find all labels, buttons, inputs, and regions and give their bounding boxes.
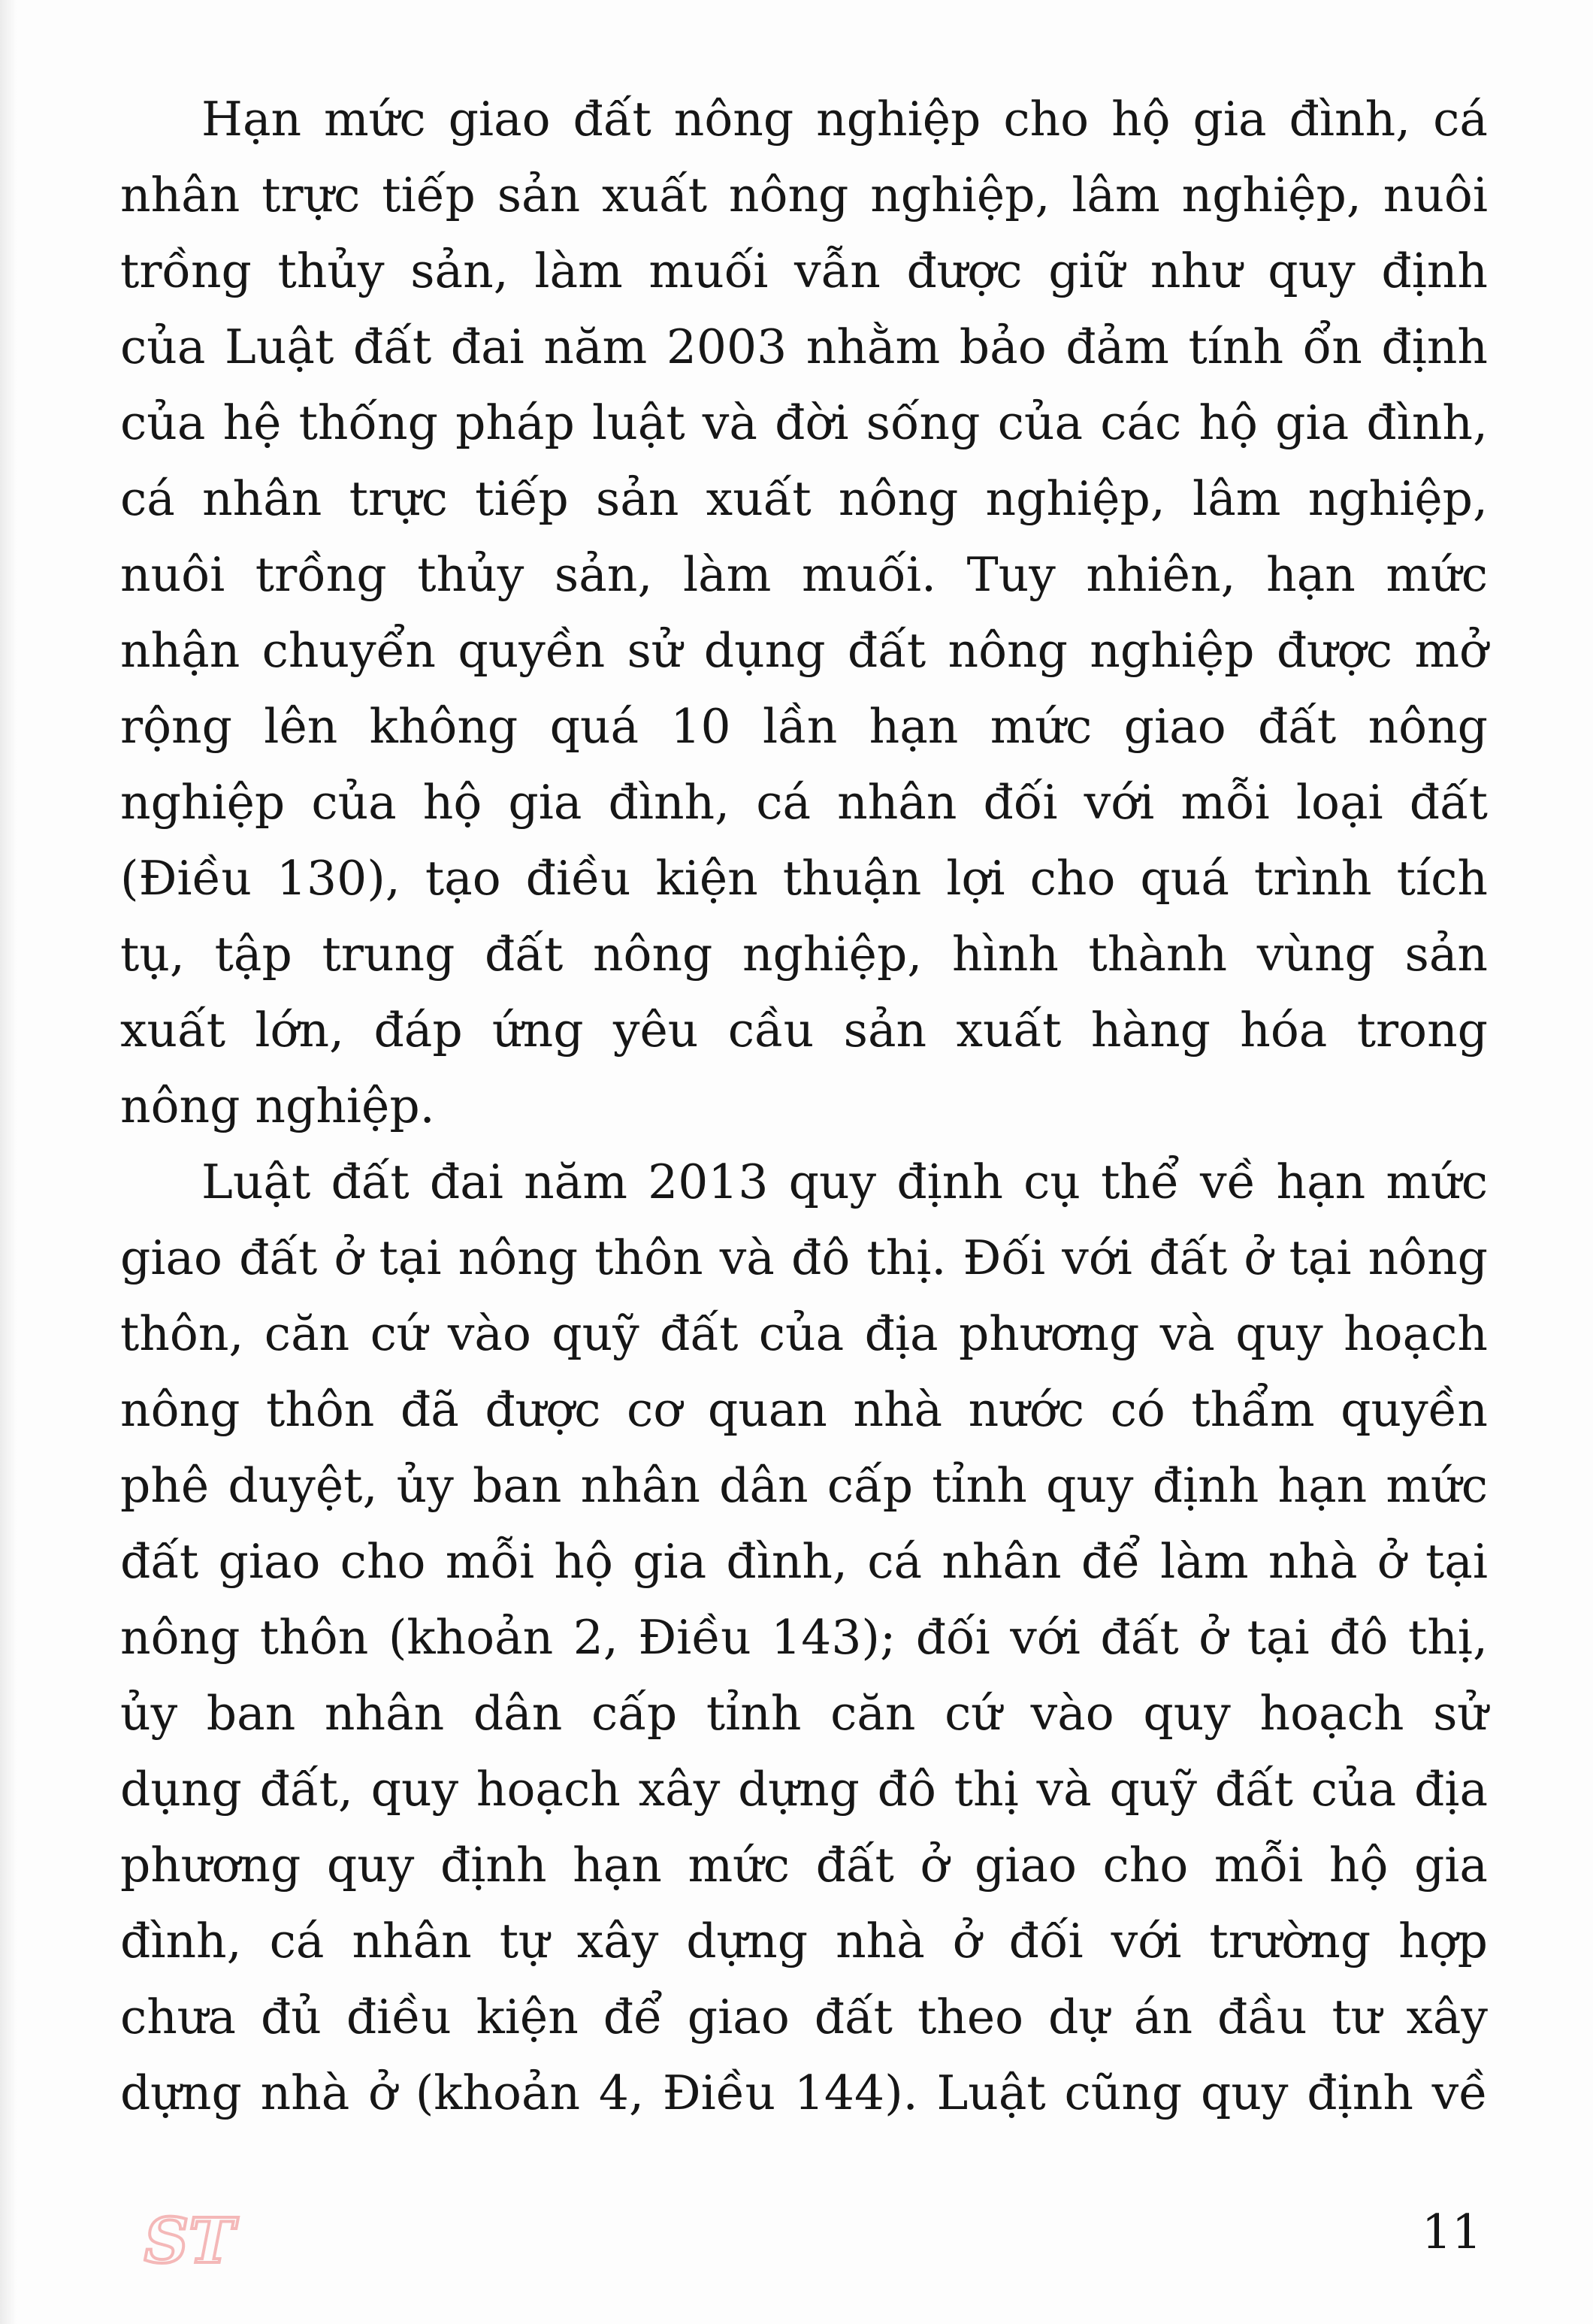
text-line: rộng lên không quá 10 lần hạn mức giao đất nông (120, 699, 1488, 754)
text-line: của hệ thống pháp luật và đời sống của các hộ gia đình, (120, 395, 1488, 450)
publisher-logo-text: ST (144, 2205, 235, 2277)
text-line: xuất lớn, đáp ứng yêu cầu sản xuất hàng hóa trong (120, 1003, 1488, 1058)
text-line: giao đất ở tại nông thôn và đô thị. Đối với đất ở tại nông (120, 1230, 1488, 1285)
text-line: (Điều 130), tạo điều kiện thuận lợi cho quá trình tích (120, 851, 1488, 906)
text-line: dụng đất, quy hoạch xây dựng đô thị và quỹ đất của địa (120, 1762, 1488, 1817)
text-line: nông thôn (khoản 2, Điều 143); đối với đất ở tại đô thị, (120, 1610, 1488, 1665)
text-line: Hạn mức giao đất nông nghiệp cho hộ gia đình, cá (201, 92, 1488, 147)
text-line: nhận chuyển quyền sử dụng đất nông nghiệp được mở (120, 623, 1488, 678)
text-line: chưa đủ điều kiện để giao đất theo dự án đầu tư xây (120, 1990, 1488, 2044)
text-line: tụ, tập trung đất nông nghiệp, hình thành vùng sản (120, 927, 1488, 982)
text-line: nghiệp của hộ gia đình, cá nhân đối với mỗi loại đất (120, 775, 1488, 830)
page-shadow-edge (0, 0, 17, 2324)
text-line: đất giao cho mỗi hộ gia đình, cá nhân để làm nhà ở tại (120, 1534, 1488, 1589)
paragraph-2 (120, 1144, 1488, 2131)
text-line: thôn, căn cứ vào quỹ đất của địa phương và quy hoạch (120, 1306, 1488, 1361)
text-line: đình, cá nhân tự xây dựng nhà ở đối với trường hợp (120, 1914, 1488, 1968)
text-line: nông nghiệp. (120, 1079, 435, 1133)
text-line: trồng thủy sản, làm muối vẫn được giữ như quy định (120, 244, 1488, 298)
paragraph-1 (120, 81, 1488, 1144)
page-number: 11 (1421, 2204, 1482, 2259)
text-line: ủy ban nhân dân cấp tỉnh căn cứ vào quy hoạch sử (120, 1686, 1488, 1741)
text-line: dựng nhà ở (khoản 4, Điều 144). Luật cũng quy định về (120, 2065, 1488, 2120)
text-line: nhân trực tiếp sản xuất nông nghiệp, lâm nghiệp, nuôi (120, 168, 1488, 222)
page-body (120, 81, 1488, 2131)
text-line: của Luật đất đai năm 2003 nhằm bảo đảm tính ổn định (120, 319, 1488, 374)
text-line: nông thôn đã được cơ quan nhà nước có thẩm quyền (120, 1382, 1488, 1437)
text-line: phương quy định hạn mức đất ở giao cho mỗi hộ gia (120, 1838, 1488, 1893)
text-line: nuôi trồng thủy sản, làm muối. Tuy nhiên, hạn mức (120, 547, 1488, 602)
text-line: Luật đất đai năm 2013 quy định cụ thể về hạn mức (201, 1154, 1488, 1209)
text-line: phê duyệt, ủy ban nhân dân cấp tỉnh quy định hạn mức (120, 1458, 1488, 1513)
publisher-logo (144, 2196, 235, 2279)
text-line: cá nhân trực tiếp sản xuất nông nghiệp, lâm nghiệp, (120, 471, 1488, 526)
